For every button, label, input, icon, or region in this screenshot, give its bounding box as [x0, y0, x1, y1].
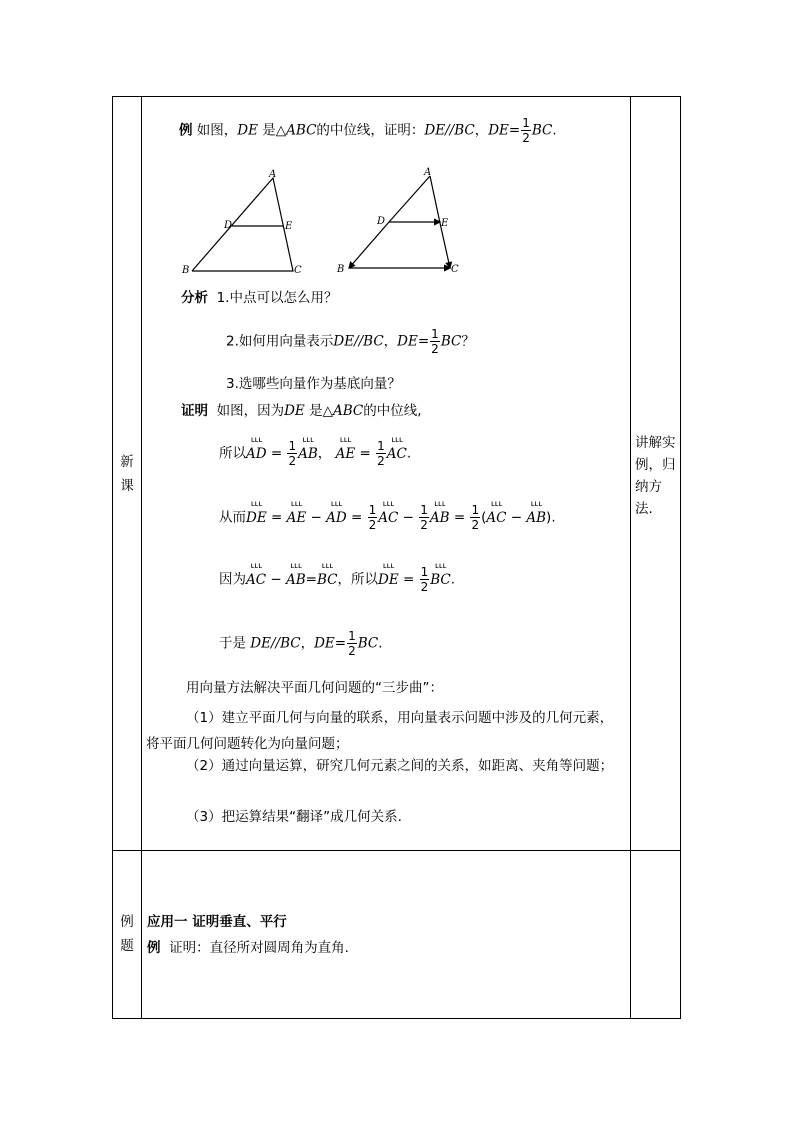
table-border-left [112, 96, 113, 1019]
table-divider-note [630, 96, 631, 1019]
analysis-q2: 2.如何用向量表示DE//BC，DE= $\frac{1}{2}$ BC？ [226, 327, 475, 356]
analysis-q3: 3.选哪些向量作为基底向量？ [226, 376, 401, 392]
proof-line-3: 因为 ʟʟʟ AC − ʟʟʟ AB= ʟʟʟ BC，所以 ʟʟʟ DE = $\frac{1}{2}$ ʟʟʟ BC. [219, 560, 456, 594]
table-border-top [112, 96, 681, 97]
teaching-note: 讲解实例，归纳方法. [635, 435, 676, 517]
figure-label-E: E [285, 221, 293, 232]
proof-intro: 证明 如图，因为DE 是△ABC的中位线, [181, 403, 422, 419]
triangle-figure-vectors [335, 164, 465, 278]
table-border-bottom [112, 1018, 681, 1019]
application-heading: 应用一 证明垂直、平行 [147, 914, 287, 930]
proof-line-1: 所以 ʟʟʟ AD = $\frac{1}{2}$ ʟʟʟ AB， ʟʟʟ AE = $\frac{1}{2}$ ʟʟʟ AC. [219, 434, 412, 468]
figure-label-D: D [377, 216, 386, 227]
three-steps-step-2: （2）通过向量运算，研究几何元素之间的关系，如距离、夹角等问题； [186, 758, 614, 774]
application-example: 例 证明：直径所对圆周角为直角. [147, 940, 349, 956]
figure-label-D: D [224, 220, 233, 231]
row-label-new-lesson: 新课 [120, 454, 134, 494]
proof-conclusion: 于是 DE//BC，DE= $\frac{1}{2}$ BC. [219, 629, 383, 658]
figure-label-E: E [441, 218, 449, 229]
table-divider-label [141, 96, 142, 1019]
three-steps-title: 用向量方法解决平面几何问题的“三步曲”： [186, 680, 443, 696]
proof-line-2: 从而 ʟʟʟ DE = ʟʟʟ AE − ʟʟʟ AD = $\frac{1}{2}$ ʟʟʟ AC − $\frac{1}{2}$ ʟʟʟ AB = $\frac{1}{2}$ ( ʟʟʟ AC − ʟʟʟ AB). [219, 498, 556, 532]
figure-label-C: C [451, 264, 459, 275]
table-border-right [680, 96, 681, 1019]
three-steps-step-1: （1）建立平面几何与向量的联系，用向量表示问题中涉及的几何元素，将平面几何问题转化为向量问题； [146, 710, 614, 752]
three-steps-step-3: （3）把运算结果“翻译”成几何关系. [186, 809, 402, 825]
figure-label-B: B [337, 264, 345, 275]
table-border-middle [112, 850, 681, 851]
fraction-half: $\frac{1}{2}$ [522, 116, 530, 145]
figure-label-A: A [424, 167, 432, 178]
row-label-example: 例题 [120, 914, 134, 954]
figure-label-B: B [182, 265, 190, 276]
analysis-q1: 分析 1.中点可以怎么用？ [181, 290, 338, 306]
triangle-figure-left [180, 168, 310, 280]
figure-label-C: C [294, 265, 302, 276]
figure-label-A: A [269, 169, 277, 180]
example-statement: 例 如图，DE 是△ABC的中位线，证明：DE//BC，DE= $\frac{1}{2}$ BC. [179, 116, 557, 145]
